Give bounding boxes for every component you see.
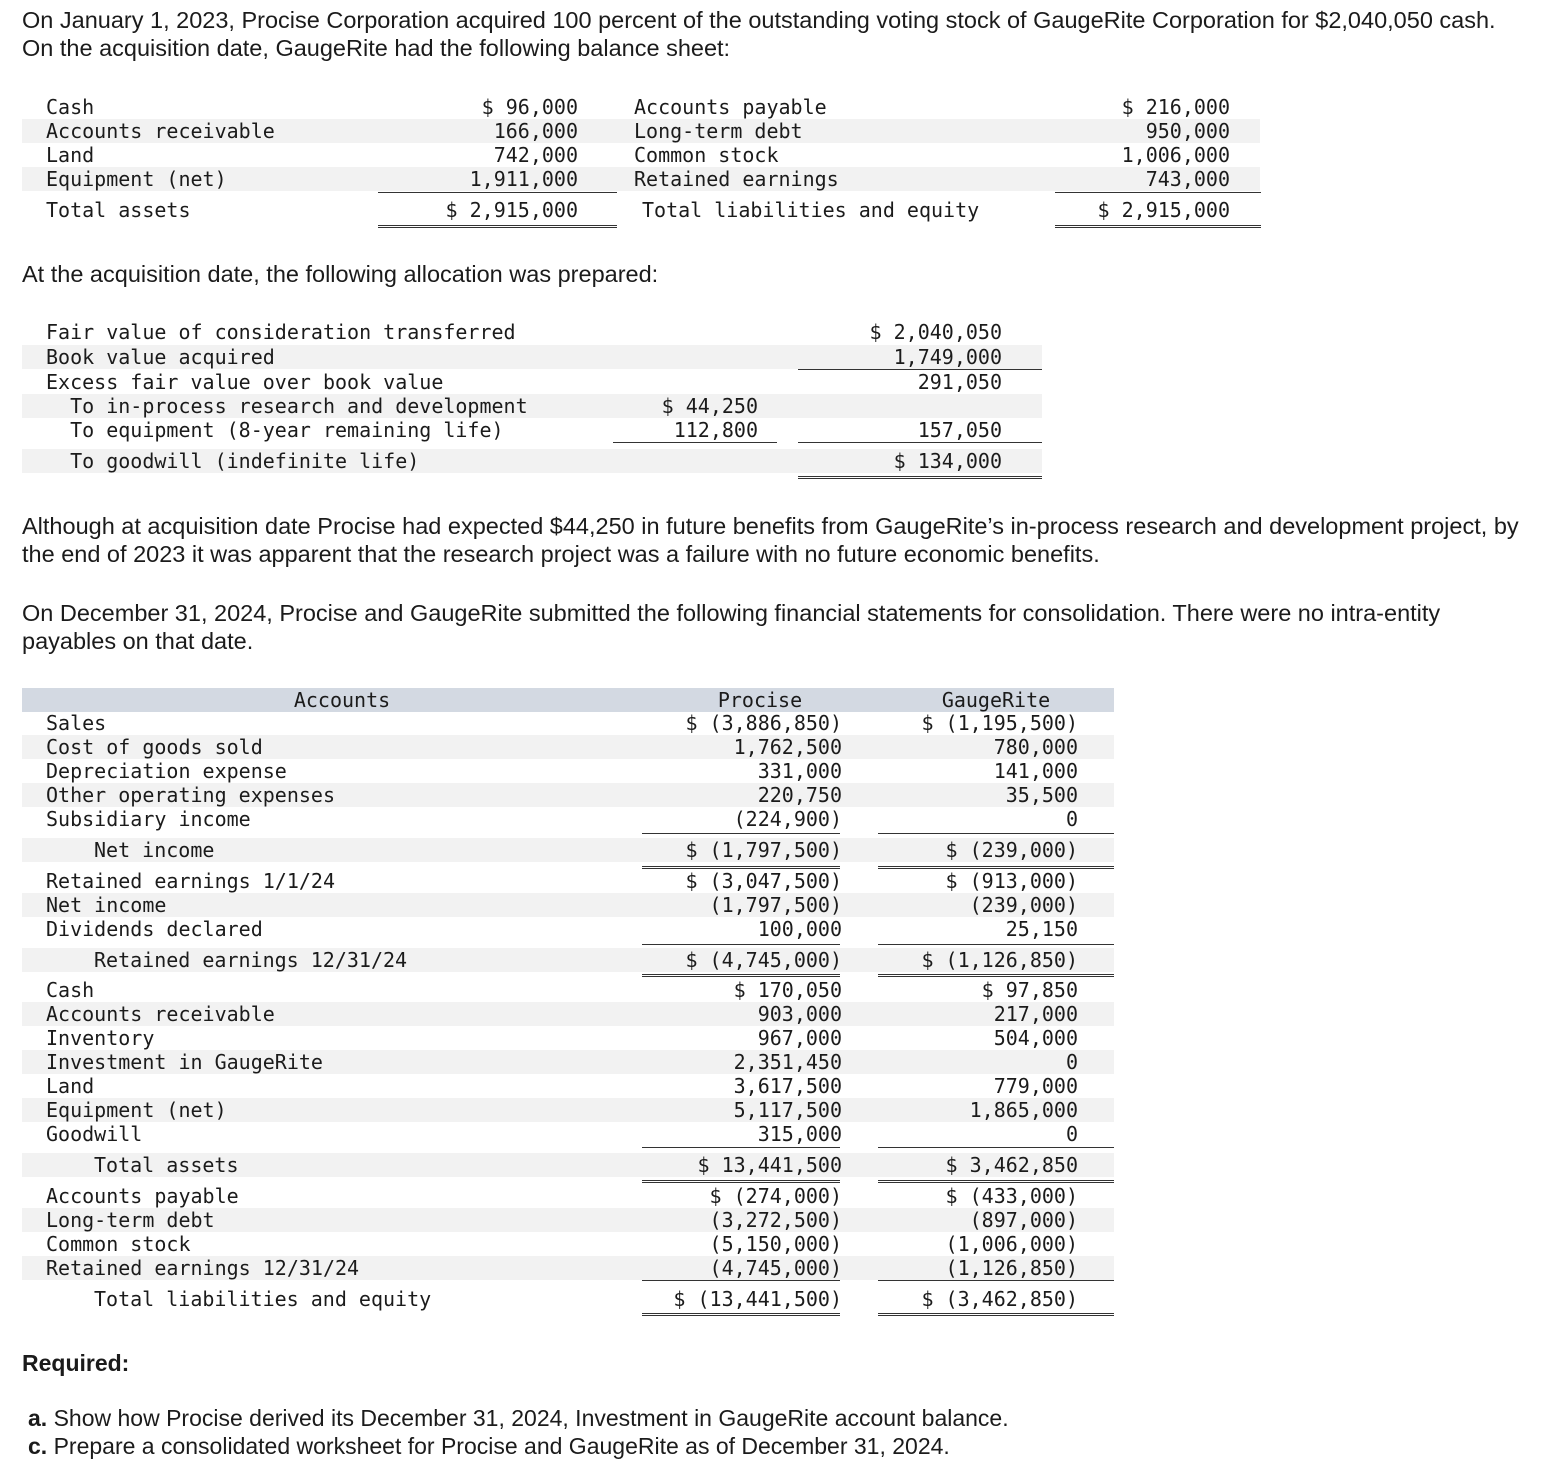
account-label: Cash xyxy=(46,978,95,1002)
procise-value: $ (1,797,500) xyxy=(685,838,842,862)
bs-left-value: $ 96,000 xyxy=(481,95,578,119)
account-label: Long-term debt xyxy=(46,1208,215,1232)
alloc-value: $ 2,040,050 xyxy=(869,320,1002,344)
procise-value: 315,000 xyxy=(757,1122,842,1146)
double-underline xyxy=(378,225,617,228)
bs-right-value: 1,006,000 xyxy=(1121,143,1230,167)
underline xyxy=(1055,192,1261,193)
alloc-value: 1,749,000 xyxy=(893,345,1002,369)
account-label: Depreciation expense xyxy=(46,759,287,783)
bs-total-left-value: $ 2,915,000 xyxy=(445,198,578,222)
gaugerite-value: 504,000 xyxy=(993,1026,1078,1050)
gaugerite-value: 141,000 xyxy=(993,759,1078,783)
gaugerite-value: (897,000) xyxy=(969,1208,1078,1232)
procise-value: $ (13,441,500) xyxy=(673,1287,842,1311)
account-label: Dividends declared xyxy=(46,917,263,941)
table-row xyxy=(22,1074,1114,1098)
table-row xyxy=(22,1184,1114,1208)
table-row xyxy=(22,1002,1114,1026)
alloc-label: Excess fair value over book value xyxy=(46,370,444,394)
account-label: Subsidiary income xyxy=(46,807,251,831)
gaugerite-value: (1,126,850) xyxy=(945,1256,1078,1280)
allocation-intro: At the acquisition date, the following allocation was prepared: xyxy=(22,261,659,287)
table-row xyxy=(22,394,1042,418)
bs-total-right-value: $ 2,915,000 xyxy=(1097,198,1230,222)
table-row xyxy=(22,345,1042,369)
procise-value: (1,797,500) xyxy=(709,893,842,917)
procise-value: $ (4,745,000) xyxy=(685,948,842,972)
table-row xyxy=(22,978,1114,1002)
underline xyxy=(642,1280,840,1281)
account-label: Land xyxy=(46,1074,95,1098)
procise-value: 967,000 xyxy=(757,1026,842,1050)
table-row xyxy=(22,1050,1114,1074)
double-underline xyxy=(878,974,1114,977)
requirement-a xyxy=(28,1404,1009,1432)
requirement-c xyxy=(28,1432,950,1460)
procise-value: 331,000 xyxy=(757,759,842,783)
account-label: Equipment (net) xyxy=(46,1098,227,1122)
table-row xyxy=(22,1256,1114,1280)
table-row xyxy=(22,1122,1114,1146)
table-row xyxy=(22,449,1042,473)
table-row xyxy=(22,917,1114,941)
gaugerite-value: (239,000) xyxy=(969,893,1078,917)
gaugerite-value: 0 xyxy=(1065,1122,1078,1146)
account-label: Other operating expenses xyxy=(46,783,335,807)
account-label: Retained earnings 12/31/24 xyxy=(94,948,408,972)
gaugerite-value: 0 xyxy=(1065,807,1078,831)
table-row xyxy=(22,948,1114,972)
gaugerite-value: $ 3,462,850 xyxy=(945,1153,1078,1177)
table-row xyxy=(22,370,1042,394)
procise-value: $ (3,047,500) xyxy=(685,869,842,893)
table-row xyxy=(22,1287,1114,1311)
gaugerite-value: $ (433,000) xyxy=(945,1184,1078,1208)
table-row xyxy=(22,1153,1114,1177)
procise-value: $ (3,886,850) xyxy=(685,711,842,735)
table-row xyxy=(22,735,1114,759)
gaugerite-value: (1,006,000) xyxy=(945,1232,1078,1256)
account-label: Net income xyxy=(46,893,167,917)
underline xyxy=(878,1280,1114,1281)
procise-value: 220,750 xyxy=(757,783,842,807)
gaugerite-value: 217,000 xyxy=(993,1002,1078,1026)
gaugerite-value: $ (913,000) xyxy=(945,869,1078,893)
procise-value: 903,000 xyxy=(757,1002,842,1026)
bs-left-value: 1,911,000 xyxy=(469,167,578,191)
gaugerite-value: $ (239,000) xyxy=(945,838,1078,862)
table-row xyxy=(22,320,1042,344)
bs-total-right-label: Total liabilities and equity xyxy=(642,198,980,222)
alloc-label: To goodwill (indefinite life) xyxy=(46,449,420,473)
gaugerite-value: 25,150 xyxy=(1005,917,1078,941)
alloc-label: To in-process research and development xyxy=(46,394,528,418)
header-accounts: Accounts xyxy=(293,688,391,712)
requirement-a-prefix: a. xyxy=(28,1405,48,1431)
bs-left-label: Land xyxy=(46,143,95,167)
alloc-label: Fair value of consideration transferred xyxy=(46,320,516,344)
underline xyxy=(642,944,840,945)
table-row xyxy=(44,143,1260,167)
procise-value: 2,351,450 xyxy=(733,1050,842,1074)
table-row xyxy=(22,711,1114,735)
bs-right-value: 950,000 xyxy=(1145,119,1230,143)
gaugerite-value: 0 xyxy=(1065,1050,1078,1074)
table-row xyxy=(22,119,1260,143)
procise-value: 5,117,500 xyxy=(733,1098,842,1122)
gaugerite-value: $ 97,850 xyxy=(981,978,1078,1002)
alloc-label: To equipment (8-year remaining life) xyxy=(46,418,504,442)
bs-left-value: 742,000 xyxy=(493,143,578,167)
table-row xyxy=(22,807,1114,831)
bs-right-label: Accounts payable xyxy=(634,95,827,119)
account-label: Goodwill xyxy=(46,1122,143,1146)
requirement-c-text: Prepare a consolidated worksheet for Procise and GaugeRite as of December 31, 2024. xyxy=(53,1433,950,1459)
header-procise: Procise xyxy=(717,688,803,712)
procise-value: (5,150,000) xyxy=(709,1232,842,1256)
table-header xyxy=(22,688,1114,712)
account-label: Total liabilities and equity xyxy=(94,1287,432,1311)
gaugerite-value: $ (1,126,850) xyxy=(921,948,1078,972)
account-label: Sales xyxy=(46,711,107,735)
account-label: Accounts receivable xyxy=(46,1002,275,1026)
double-underline xyxy=(642,1180,840,1183)
intro-paragraph: On January 1, 2023, Procise Corporation acquired 100 percent of the outstanding voting stock of GaugeRite Corporation for $2,040,050 cash. On the acquisition date, GaugeRite had the following balance sheet: xyxy=(22,7,1496,61)
bs-left-label: Cash xyxy=(46,95,95,119)
gaugerite-value: $ (3,462,850) xyxy=(921,1287,1078,1311)
table-row xyxy=(22,1026,1114,1050)
account-label: Common stock xyxy=(46,1232,191,1256)
double-underline xyxy=(642,866,840,869)
bs-total-left-label: Total assets xyxy=(46,198,191,222)
table-row xyxy=(22,759,1114,783)
rd-paragraph: Although at acquisition date Procise had expected $44,250 in future benefits from GaugeRite’s in-process research and development project, by the end of 2023 it was apparent that the research project was a failure with no future economic benefits. xyxy=(22,513,1519,567)
account-label: Net income xyxy=(94,838,215,862)
procise-value: 1,762,500 xyxy=(733,735,842,759)
table-row xyxy=(44,95,1260,119)
underline xyxy=(878,944,1114,945)
underline xyxy=(878,1147,1114,1148)
table-row xyxy=(22,1232,1114,1256)
alloc-mid: $ 44,250 xyxy=(661,394,758,418)
account-label: Total assets xyxy=(94,1153,239,1177)
table-row xyxy=(22,1208,1114,1232)
procise-value: $ 13,441,500 xyxy=(697,1153,842,1177)
requirement-a-text: Show how Procise derived its December 31, 2024, Investment in GaugeRite account balance. xyxy=(53,1405,1009,1431)
double-underline xyxy=(878,1180,1114,1183)
table-row xyxy=(22,1098,1114,1122)
bs-total-row xyxy=(44,198,1260,222)
underline xyxy=(878,833,1114,834)
table-row xyxy=(22,167,1260,191)
header-gaugerite: GaugeRite xyxy=(941,688,1051,712)
bs-left-label: Accounts receivable xyxy=(46,119,275,143)
required-title: Required: xyxy=(22,1350,130,1376)
account-label: Retained earnings 12/31/24 xyxy=(46,1256,360,1280)
gaugerite-value: 35,500 xyxy=(1005,783,1078,807)
underline xyxy=(642,1147,840,1148)
account-label: Retained earnings 1/1/24 xyxy=(46,869,335,893)
table-row xyxy=(22,783,1114,807)
double-underline xyxy=(642,1313,840,1316)
account-label: Inventory xyxy=(46,1026,155,1050)
account-label: Cost of goods sold xyxy=(46,735,263,759)
double-underline xyxy=(798,476,1042,479)
gaugerite-value: 779,000 xyxy=(993,1074,1078,1098)
gaugerite-value: $ (1,195,500) xyxy=(921,711,1078,735)
bs-left-label: Equipment (net) xyxy=(46,167,227,191)
underline xyxy=(798,442,1042,443)
procise-value: (4,745,000) xyxy=(709,1256,842,1280)
table-row xyxy=(22,893,1114,917)
bs-left-value: 166,000 xyxy=(493,119,578,143)
bs-right-label: Long-term debt xyxy=(634,119,803,143)
bs-right-label: Common stock xyxy=(634,143,779,167)
underline xyxy=(613,442,777,443)
procise-value: 100,000 xyxy=(757,917,842,941)
account-label: Investment in GaugeRite xyxy=(46,1050,323,1074)
underline xyxy=(642,833,840,834)
alloc-label: Book value acquired xyxy=(46,345,275,369)
alloc-value: $ 134,000 xyxy=(893,449,1002,473)
alloc-value: 157,050 xyxy=(917,418,1002,442)
double-underline xyxy=(878,866,1114,869)
double-underline xyxy=(878,1313,1114,1316)
bs-right-value: $ 216,000 xyxy=(1121,95,1230,119)
gaugerite-value: 1,865,000 xyxy=(969,1098,1078,1122)
procise-value: 3,617,500 xyxy=(733,1074,842,1098)
table-row xyxy=(22,838,1114,862)
gaugerite-value: 780,000 xyxy=(993,735,1078,759)
account-label: Accounts payable xyxy=(46,1184,239,1208)
bs-right-label: Retained earnings xyxy=(634,167,839,191)
alloc-mid: 112,800 xyxy=(673,418,758,442)
table-row xyxy=(22,869,1114,893)
table-row xyxy=(22,418,1042,442)
double-underline xyxy=(642,974,840,977)
procise-value: $ (274,000) xyxy=(709,1184,842,1208)
requirement-c-prefix: c. xyxy=(28,1433,48,1459)
alloc-value: 291,050 xyxy=(917,370,1002,394)
december-paragraph: On December 31, 2024, Procise and GaugeRite submitted the following financial statements for consolidation. There were no intra-entity payables on that date. xyxy=(22,600,1441,654)
procise-value: $ 170,050 xyxy=(733,978,842,1002)
double-underline xyxy=(1055,225,1261,228)
procise-value: (224,900) xyxy=(733,807,842,831)
underline xyxy=(378,192,617,193)
procise-value: (3,272,500) xyxy=(709,1208,842,1232)
bs-right-value: 743,000 xyxy=(1145,167,1230,191)
